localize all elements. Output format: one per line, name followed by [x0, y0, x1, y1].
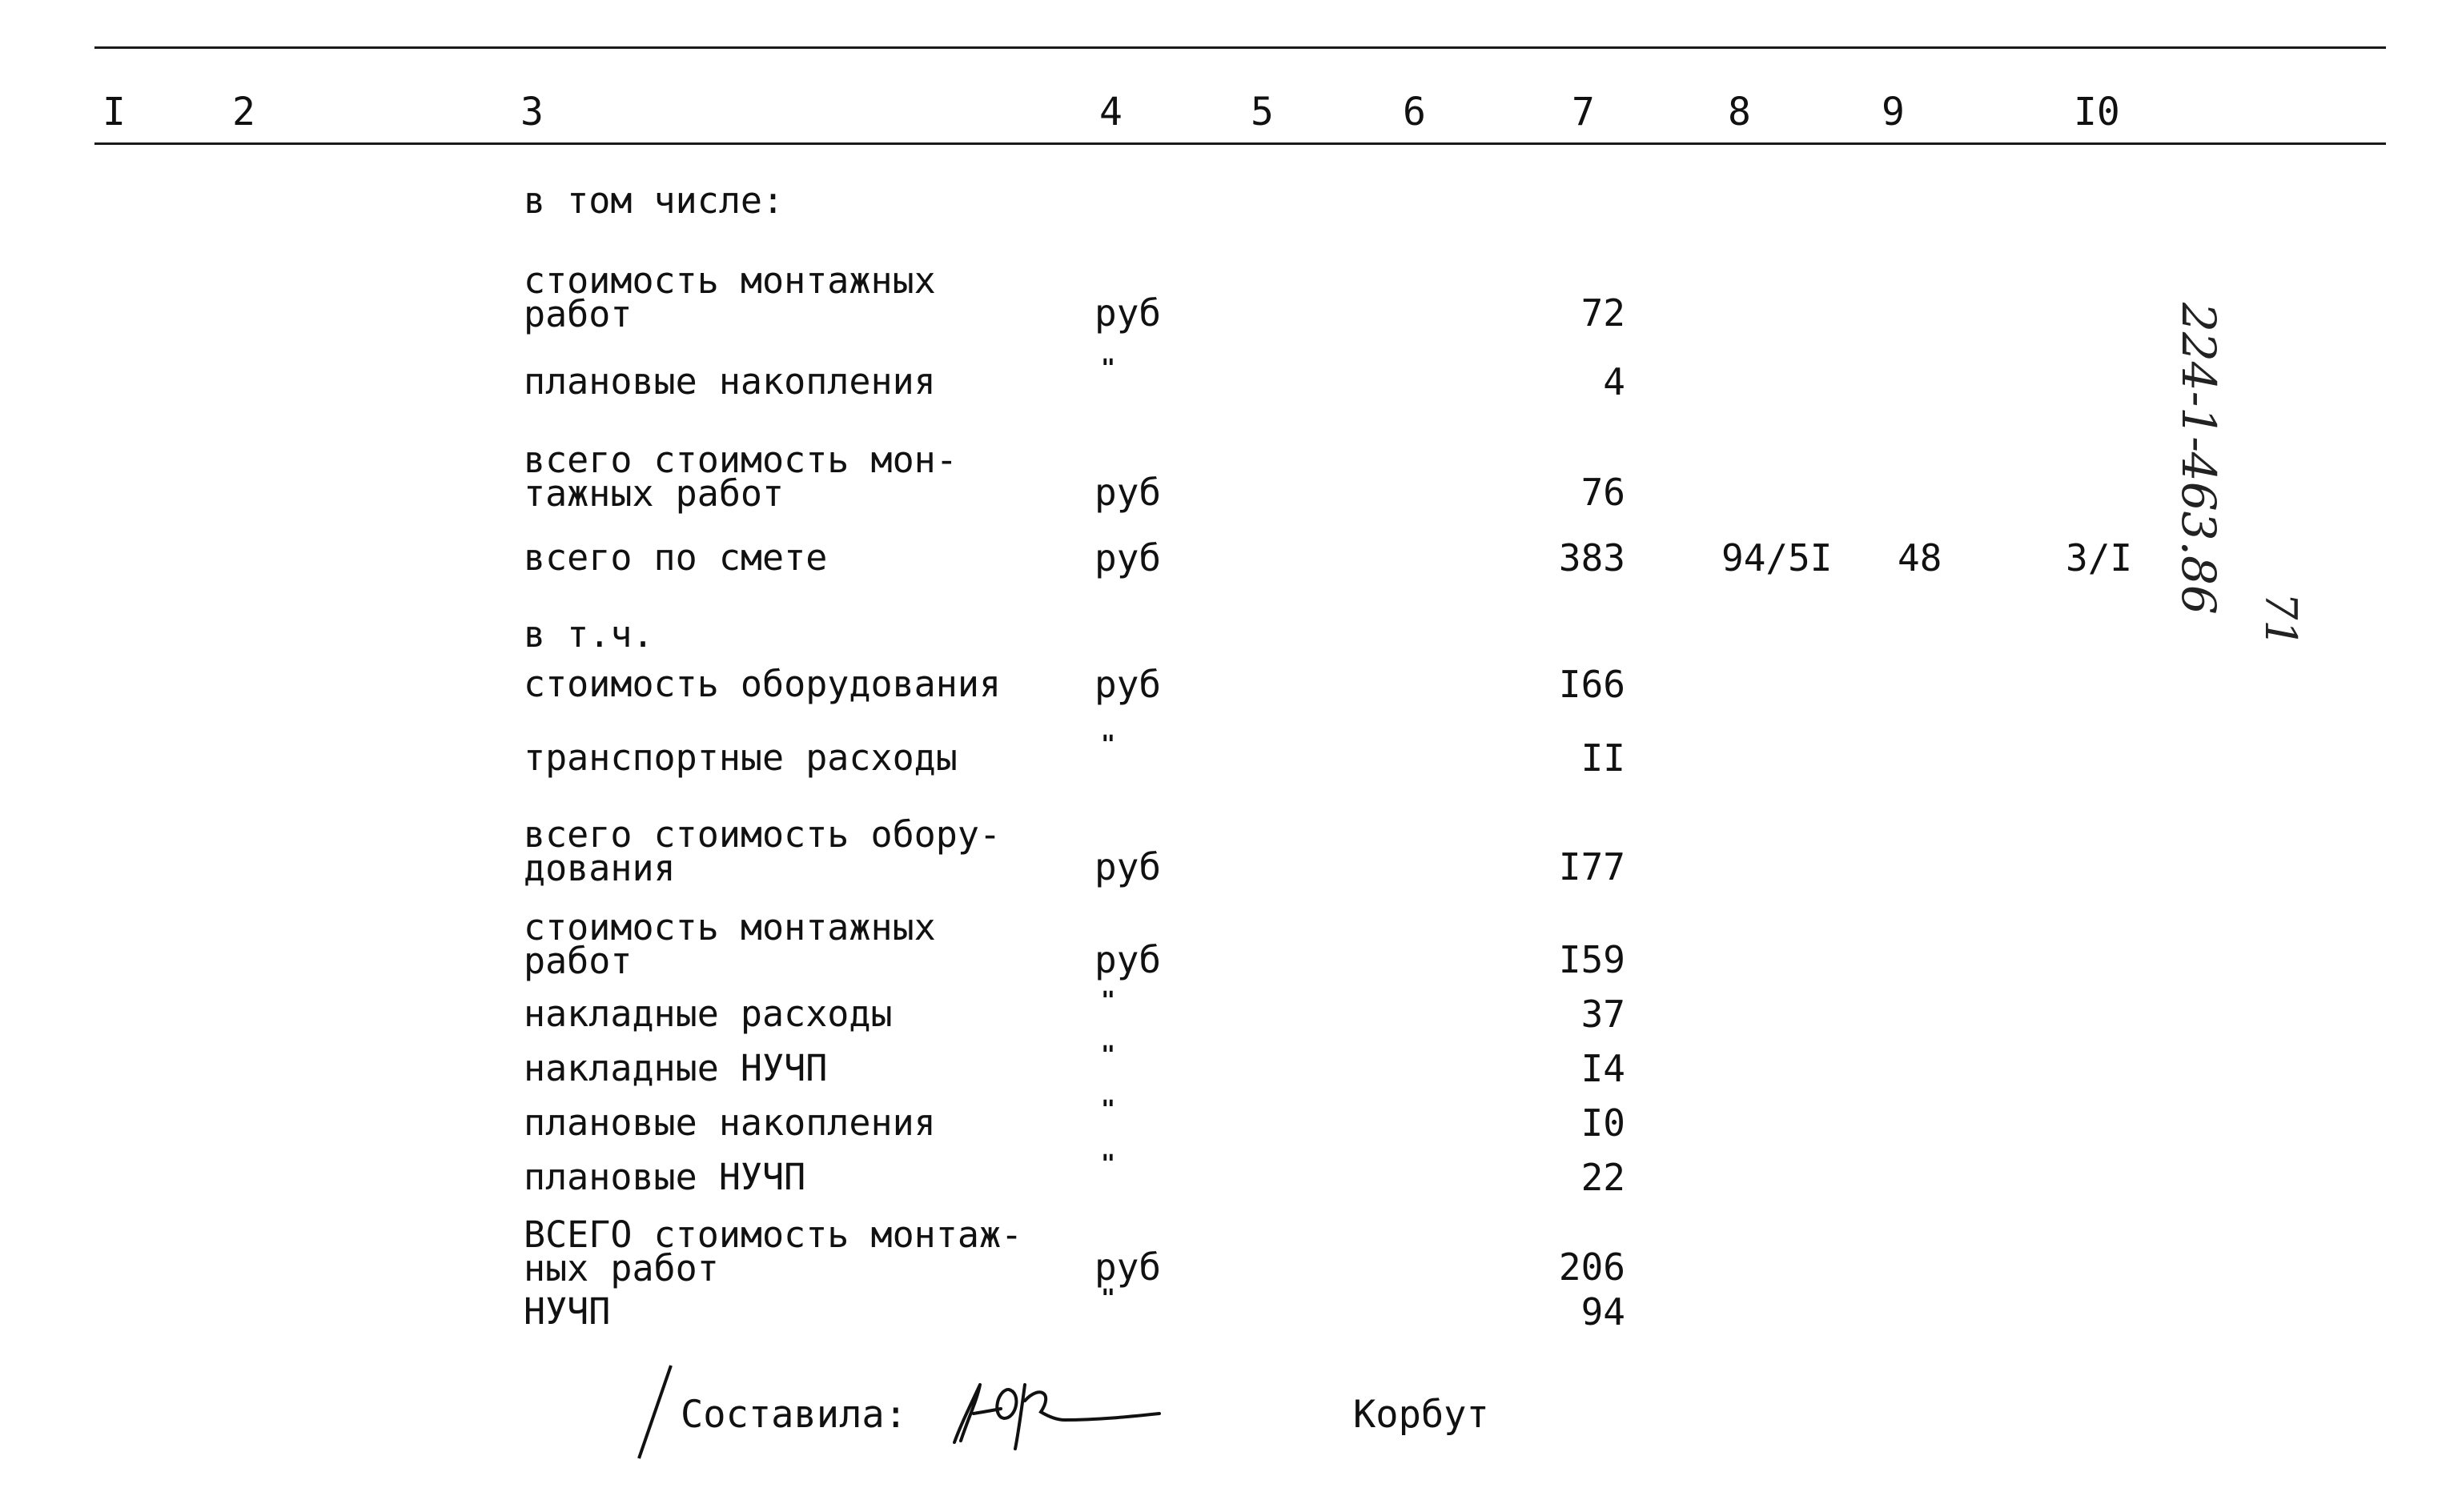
row-label-continued: дования [524, 847, 676, 889]
amount-cell: 22 [1580, 1156, 1625, 1199]
row-label: НУЧП [524, 1290, 611, 1333]
amount-cell: I4 [1580, 1047, 1625, 1090]
slash-mark [633, 1361, 681, 1465]
row-label: плановые НУЧП [524, 1156, 806, 1198]
column-header-6: 6 [1403, 90, 1426, 134]
amount-cell: 76 [1580, 471, 1625, 514]
amount-cell: I0 [1580, 1101, 1625, 1145]
column-header-10: I0 [2074, 90, 2120, 134]
unit-cell: руб [1094, 291, 1162, 335]
unit-cell: руб [1094, 536, 1162, 580]
col9-cell: 48 [1898, 536, 1942, 580]
ditto-mark: " [1101, 987, 1116, 1015]
row-label: ВСЕГО стоимость монтаж- [524, 1213, 1023, 1256]
unit-cell: руб [1094, 663, 1162, 706]
amount-cell: 4 [1603, 360, 1625, 403]
compiler-name: Корбут [1353, 1393, 1489, 1437]
column-header-2: 2 [232, 90, 255, 134]
row-label: всего стоимость мон- [524, 439, 958, 481]
top-rule [94, 46, 2386, 49]
page-number: 71 [2255, 592, 2306, 648]
row-label: в т.ч. [524, 613, 654, 656]
row-label-continued: работ [524, 293, 633, 335]
row-label-continued: ных работ [524, 1247, 719, 1289]
row-label: стоимость монтажных [524, 259, 936, 302]
signature-block [633, 1361, 1593, 1465]
compiled-by-label: Составила: [681, 1393, 907, 1437]
amount-cell: I66 [1558, 663, 1625, 706]
ditto-mark: " [1101, 355, 1116, 383]
row-label: стоимость оборудования [524, 663, 1002, 705]
ditto-mark: " [1101, 731, 1116, 759]
row-label: плановые накопления [524, 360, 936, 403]
unit-cell: руб [1094, 845, 1162, 888]
col8-cell: 94/5I [1721, 536, 1833, 580]
col10-cell: 3/I [2066, 536, 2133, 580]
unit-cell: руб [1094, 938, 1162, 981]
amount-cell: 383 [1558, 536, 1625, 580]
amount-cell: II [1580, 736, 1625, 780]
row-label: всего стоимость обору- [524, 813, 1002, 856]
row-label: в том числе: [524, 179, 785, 222]
column-header-5: 5 [1251, 90, 1274, 134]
column-header-3: 3 [520, 90, 544, 134]
ditto-mark: " [1101, 1285, 1116, 1313]
column-header-4: 4 [1099, 90, 1123, 134]
row-label: накладные НУЧП [524, 1047, 828, 1089]
side-document-code: 224-1-463.86 [2171, 303, 2226, 615]
column-header-1: I [102, 90, 126, 134]
amount-cell: I59 [1558, 938, 1625, 981]
ditto-mark: " [1101, 1096, 1116, 1124]
amount-cell: 37 [1580, 993, 1625, 1036]
signature-autograph [945, 1369, 1169, 1457]
row-label: плановые накопления [524, 1101, 936, 1144]
row-label-continued: работ [524, 940, 633, 982]
amount-cell: 72 [1580, 291, 1625, 335]
ditto-mark: " [1101, 1150, 1116, 1178]
column-header-9: 9 [1882, 90, 1905, 134]
row-label-continued: тажных работ [524, 472, 785, 515]
unit-cell: руб [1094, 1245, 1162, 1289]
header-rule [94, 142, 2386, 145]
row-label: накладные расходы [524, 993, 893, 1035]
amount-cell: 206 [1558, 1245, 1625, 1289]
unit-cell: руб [1094, 471, 1162, 514]
column-header-8: 8 [1728, 90, 1751, 134]
row-label: всего по смете [524, 536, 828, 579]
column-header-7: 7 [1572, 90, 1595, 134]
amount-cell: I77 [1558, 845, 1625, 888]
ditto-mark: " [1101, 1041, 1116, 1069]
row-label: стоимость монтажных [524, 906, 936, 949]
amount-cell: 94 [1580, 1290, 1625, 1334]
row-label: транспортные расходы [524, 736, 958, 779]
